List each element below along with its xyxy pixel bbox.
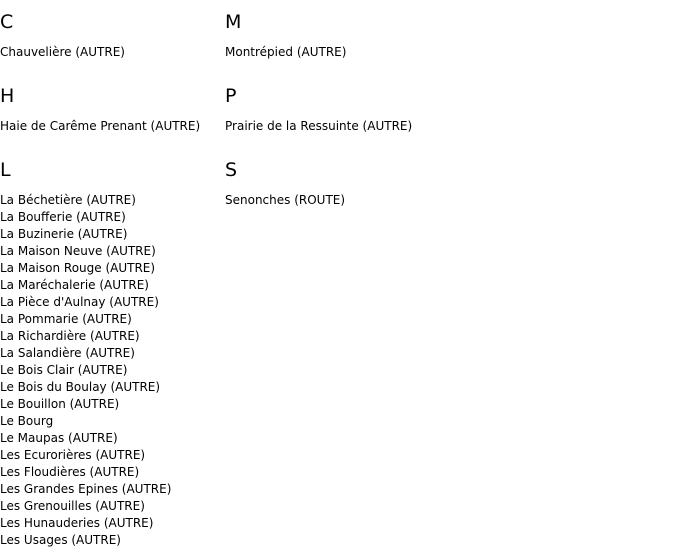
list-item[interactable]: Le Bois du Boulay (AUTRE): [0, 380, 161, 394]
group-letter-s: S: [225, 159, 238, 181]
list-item[interactable]: La Béchetière (AUTRE): [0, 193, 136, 207]
list-item[interactable]: La Maison Neuve (AUTRE): [0, 244, 156, 258]
list-item[interactable]: Montrépied (AUTRE): [225, 45, 347, 59]
group-list-s: [225, 192, 345, 209]
list-item[interactable]: La Richardière (AUTRE): [0, 329, 140, 343]
list-item[interactable]: Les Grenouilles (AUTRE): [0, 499, 145, 513]
list-item[interactable]: La Buzinerie (AUTRE): [0, 227, 128, 241]
list-item[interactable]: Les Floudières (AUTRE): [0, 465, 140, 479]
group-list-l: [0, 192, 171, 549]
group-letter-l: L: [0, 159, 11, 181]
list-item[interactable]: La Boufferie (AUTRE): [0, 210, 126, 224]
list-item[interactable]: Senonches (ROUTE): [225, 193, 346, 207]
list-item[interactable]: La Pommarie (AUTRE): [0, 312, 132, 326]
list-item[interactable]: Les Usages (AUTRE): [0, 533, 121, 547]
group-list-h: [0, 118, 200, 135]
list-item[interactable]: Haie de Carême Prenant (AUTRE): [0, 119, 201, 133]
group-letter-p: P: [225, 85, 237, 107]
list-item[interactable]: Prairie de la Ressuinte (AUTRE): [225, 119, 413, 133]
list-item[interactable]: Les Ecurorières (AUTRE): [0, 448, 146, 462]
group-list-c: [0, 44, 125, 61]
list-item[interactable]: Le Bouillon (AUTRE): [0, 397, 120, 411]
group-list-p: [225, 118, 412, 135]
group-letter-h: H: [0, 85, 15, 107]
list-item[interactable]: Le Bois Clair (AUTRE): [0, 363, 128, 377]
list-item[interactable]: La Pièce d'Aulnay (AUTRE): [0, 295, 159, 309]
group-letter-m: M: [225, 11, 242, 33]
list-item[interactable]: Le Bourg: [0, 414, 54, 428]
list-item[interactable]: Le Maupas (AUTRE): [0, 431, 118, 445]
group-letter-c: C: [0, 11, 14, 33]
list-item[interactable]: Chauvelière (AUTRE): [0, 45, 125, 59]
group-list-m: [225, 44, 346, 61]
list-item[interactable]: Les Hunauderies (AUTRE): [0, 516, 154, 530]
list-item[interactable]: La Maison Rouge (AUTRE): [0, 261, 156, 275]
list-item[interactable]: La Maréchalerie (AUTRE): [0, 278, 149, 292]
list-item[interactable]: La Salandière (AUTRE): [0, 346, 135, 360]
list-item[interactable]: Les Grandes Epines (AUTRE): [0, 482, 172, 496]
